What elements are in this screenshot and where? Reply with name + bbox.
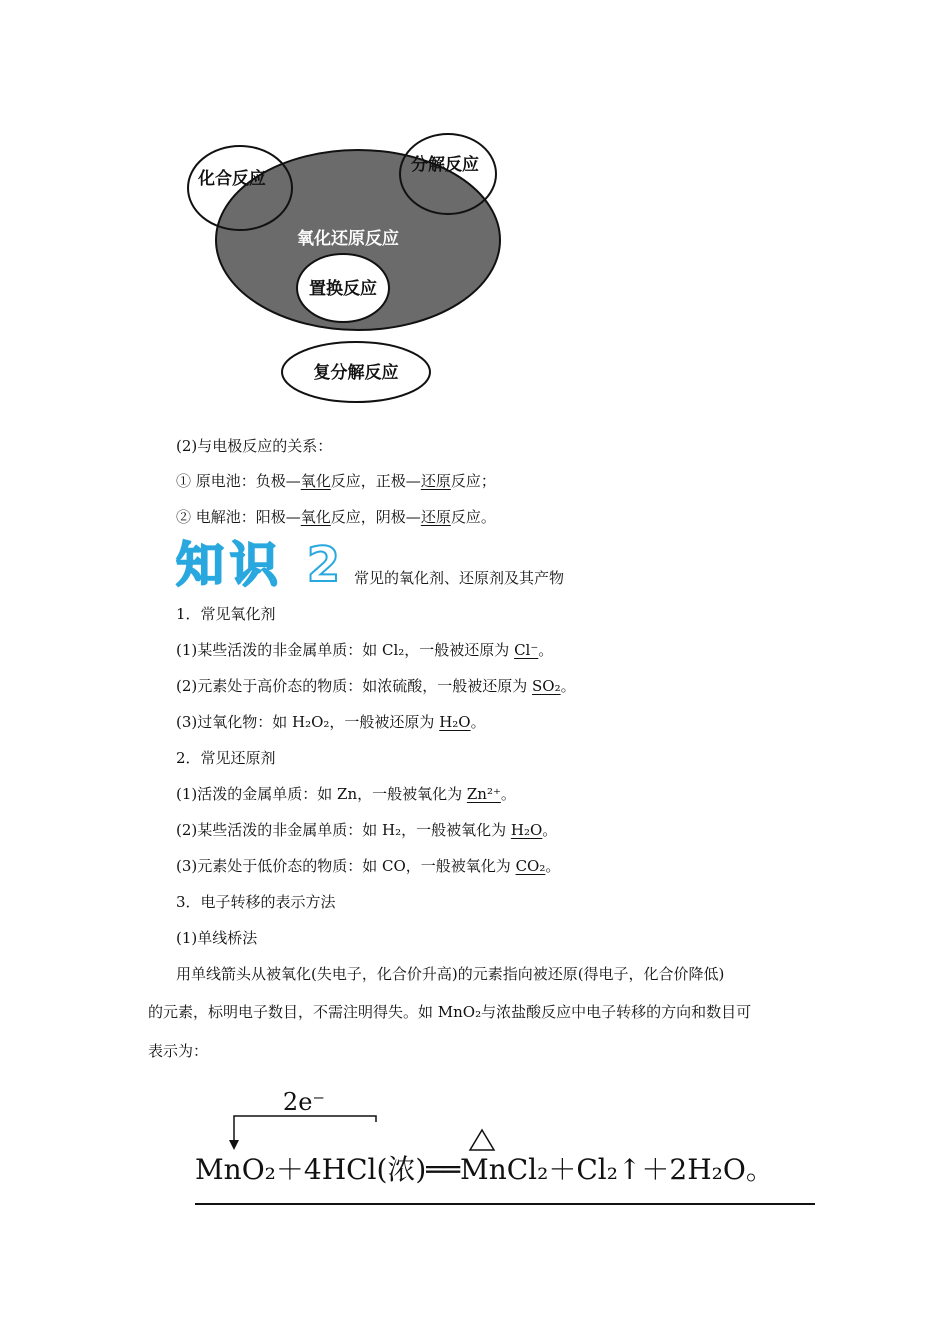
heat-triangle-icon xyxy=(468,1128,496,1152)
electrolytic-anode-answer: 氧化 xyxy=(300,508,331,526)
oxidant-item xyxy=(176,676,576,696)
galvanic-line xyxy=(176,471,496,491)
equation-underline xyxy=(195,1203,815,1205)
oxidant-answer: Cl⁻ xyxy=(514,641,539,659)
knowledge-subtitle: 常见的氧化剂、还原剂及其产物 xyxy=(354,569,565,587)
bridge-arrowhead xyxy=(229,1140,239,1150)
galvanic-mid: 反应，正极— xyxy=(330,472,421,490)
reductant-answer: Zn²⁺ xyxy=(466,785,501,803)
bridge-line xyxy=(234,1116,376,1146)
oxidant-answer: H₂O xyxy=(439,713,471,731)
transfer-paragraph-line-3: 表示为： xyxy=(148,1042,209,1060)
oxidant-item xyxy=(176,712,486,732)
reductant-answer: H₂O xyxy=(510,821,543,839)
label-displacement: 置换反应 xyxy=(309,279,377,299)
reductant-end: 。 xyxy=(542,821,558,839)
electron-count: 2e⁻ xyxy=(282,1088,326,1116)
transfer-method: (1)单线桥法 xyxy=(176,929,258,947)
knowledge-title: 知识 2 xyxy=(176,537,347,593)
oxidant-text: (1)某些活泼的非金属单质：如 Cl₂，一般被还原为 xyxy=(176,641,515,659)
label-double-decomposition: 复分解反应 xyxy=(313,363,399,383)
reductant-item xyxy=(176,820,557,840)
reaction-type-diagram xyxy=(170,130,530,410)
electrolytic-cathode-answer: 还原 xyxy=(420,508,451,526)
electrolytic-suffix: 反应。 xyxy=(450,508,496,526)
label-combination: 化合反应 xyxy=(198,169,266,189)
electrolytic-mid: 反应，阴极— xyxy=(330,508,421,526)
galvanic-prefix: ① 原电池：负极— xyxy=(176,472,301,490)
reductant-text: (2)某些活泼的非金属单质：如 H₂，一般被氧化为 xyxy=(176,821,511,839)
galvanic-suffix: 反应； xyxy=(450,472,496,490)
oxidant-text: (3)过氧化物：如 H₂O₂，一般被还原为 xyxy=(176,713,440,731)
reductant-end: 。 xyxy=(500,785,516,803)
oxidant-answer: SO₂ xyxy=(532,677,561,695)
reductants-heading: 2．常见还原剂 xyxy=(176,749,276,767)
label-decomposition: 分解反应 xyxy=(411,155,479,175)
reductant-answer: CO₂ xyxy=(515,857,546,875)
transfer-heading: 3．电子转移的表示方法 xyxy=(176,893,336,911)
transfer-paragraph-line-2: 的元素，标明电子数目，不需注明得失。如 MnO₂与浓盐酸反应中电子转移的方向和数目可 xyxy=(148,1003,752,1021)
oxidants-heading: 1．常见氧化剂 xyxy=(176,605,276,623)
oxidant-end: 。 xyxy=(538,641,554,659)
oxidant-end: 。 xyxy=(470,713,486,731)
oxidant-end: 。 xyxy=(560,677,576,695)
label-redox: 氧化还原反应 xyxy=(297,229,399,249)
reductant-text: (3)元素处于低价态的物质：如 CO，一般被氧化为 xyxy=(176,857,516,875)
oxidant-text: (2)元素处于高价态的物质：如浓硫酸，一般被还原为 xyxy=(176,677,533,695)
reductant-item xyxy=(176,856,560,876)
galvanic-positive-answer: 还原 xyxy=(420,472,451,490)
reductant-text: (1)活泼的金属单质：如 Zn，一般被氧化为 xyxy=(176,785,467,803)
electron-bridge xyxy=(220,1088,420,1158)
electrode-heading: (2)与电极反应的关系： xyxy=(176,437,333,455)
oxidant-item xyxy=(176,640,553,660)
electrolytic-line xyxy=(176,507,496,527)
reductant-end: 。 xyxy=(545,857,561,875)
electrolytic-prefix: ② 电解池：阳极— xyxy=(176,508,301,526)
reaction-equation: MnO₂＋4HCl(浓)══MnCl₂＋Cl₂↑＋2H₂O。 xyxy=(195,1153,774,1186)
transfer-paragraph-line-1: 用单线箭头从被氧化(失电子，化合价升高)的元素指向被还原(得电子，化合价降低) xyxy=(176,965,725,983)
galvanic-negative-answer: 氧化 xyxy=(300,472,331,490)
reductant-item xyxy=(176,784,516,804)
